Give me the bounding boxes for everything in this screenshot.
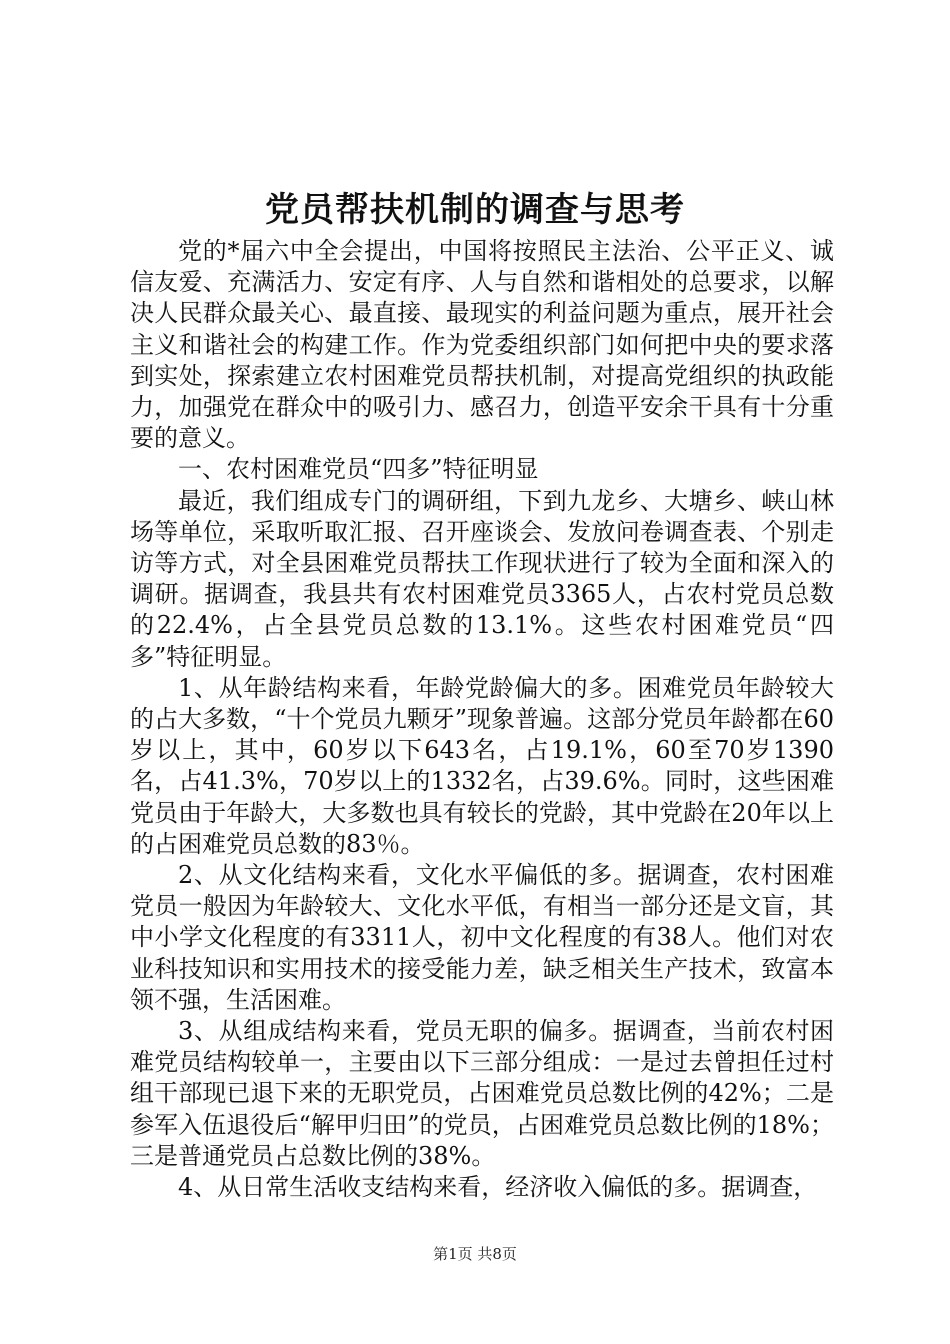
paragraph-intro: 党的*届六中全会提出，中国将按照民主法治、公平正义、诚信友爱、充满活力、安定有序、人与自然和谐相处的总要求，以解决人民群众最关心、最直接、最现实的利益问题为重点，展开社会主义和谐社会的构建工作。作为党委组织部门如何把中央的要求落到实处，探索建立农村困难党员帮扶机制，对提高党组织的执政能力，加强党在群众中的吸引力、感召力，创造平安余干具有十分重要的意义。 [130, 237, 834, 453]
paragraph-income-structure: 4、从日常生活收支结构来看，经济收入偏低的多。据调查， [178, 1173, 818, 1202]
page-number-footer: 第1页 共8页 [433, 1245, 517, 1263]
paragraph-composition-structure: 3、从组成结构来看，党员无职的偏多。据调查，当前农村困难党员结构较单一，主要由以下三部分组成：一是过去曾担任过村组干部现已退下来的无职党员，占困难党员总数比例的42%；二是参军入伍退役后“解甲归田”的党员，占困难党员总数比例的18%；三是普通党员占总数比例的38%。 [130, 1017, 834, 1170]
document-body [130, 236, 834, 1203]
paragraph-survey: 最近，我们组成专门的调研组，下到九龙乡、大塘乡、峡山林场等单位，采取听取汇报、召开座谈会、发放问卷调查表、个别走访等方式，对全县困难党员帮扶工作现状进行了较为全面和深入的调研。据调查，我县共有农村困难党员3365人，占农村党员总数的22.4%，占全县党员总数的13.1%。这些农村困难党员“四多”特征明显。 [130, 486, 834, 671]
paragraph-education-structure: 2、从文化结构来看，文化水平偏低的多。据调查，农村困难党员一般因为年龄较大、文化水平低，有相当一部分还是文盲，其中小学文化程度的有3311人，初中文化程度的有38人。他们对农业科技知识和实用技术的接受能力差，缺乏相关生产技术，致富本领不强，生活困难。 [130, 861, 834, 1014]
paragraph-age-structure: 1、从年龄结构来看，年龄党龄偏大的多。困难党员年龄较大的占大多数，“十个党员九颗牙”现象普遍。这部分党员年龄都在60岁以上，其中，60岁以下643名，占19.1%，60至70岁1390名，占41.3%，70岁以上的1332名，占39.6%。同时，这些困难党员由于年龄大，大多数也具有较长的党龄，其中党龄在20年以上的占困难党员总数的83％。 [130, 673, 834, 858]
section-heading-1: 一、农村困难党员“四多”特征明显 [178, 455, 539, 484]
document-title: 党员帮扶机制的调查与思考 [265, 190, 685, 230]
